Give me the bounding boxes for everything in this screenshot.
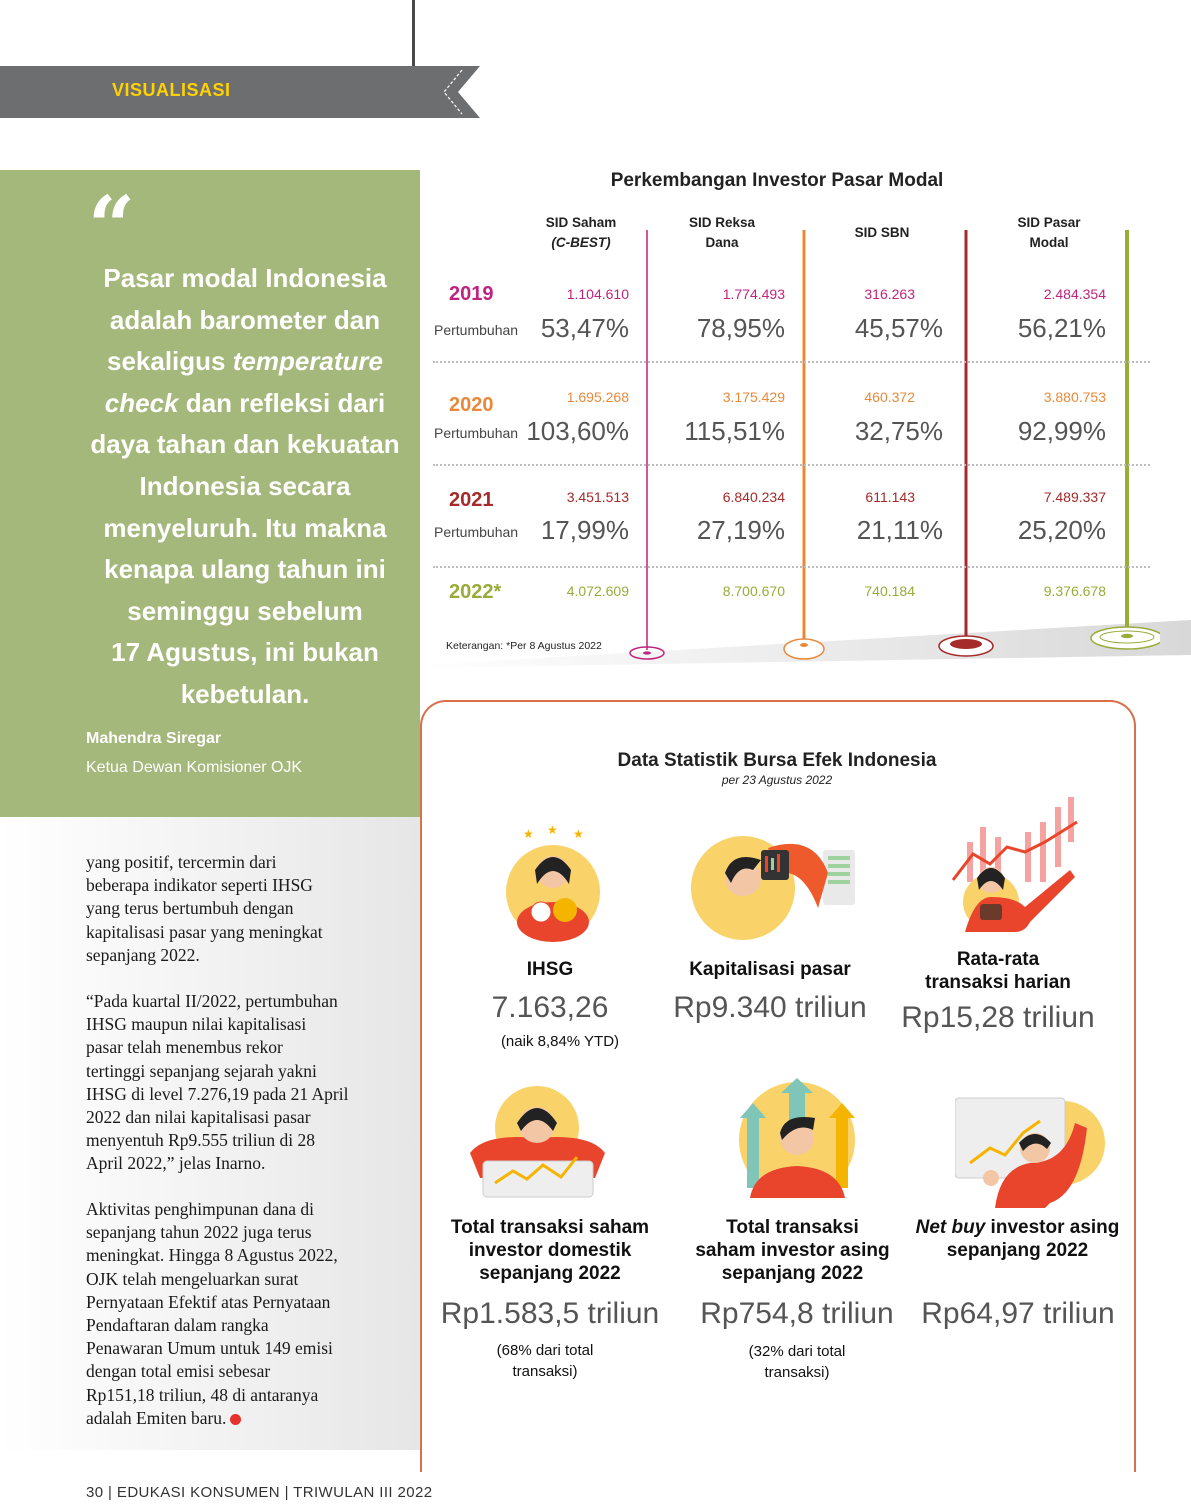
cell-value: 740.184 — [864, 583, 915, 599]
cell-value: 1.695.268 — [566, 389, 629, 405]
cell-value: 2.484.354 — [1043, 286, 1106, 302]
rata-rata-value: Rp15,28 triliun — [901, 1001, 1095, 1034]
svg-text:★: ★ — [573, 827, 584, 841]
growth-value: 53,47% — [540, 313, 629, 343]
quote-role: Ketua Dewan Komisioner OJK — [86, 759, 303, 776]
year-2020: 2020 — [449, 394, 494, 416]
cell-value: 460.372 — [864, 389, 915, 405]
rata-rata-illustration-icon — [945, 792, 1085, 937]
growth-value: 21,11% — [856, 515, 943, 545]
quote-mark-icon: “ — [88, 179, 136, 275]
body-paragraph-1: yang positif, tercermin dari beberapa indikator seperti IHSG yang terus bertumbuh dengan kapitalisasi pasar yang meningkat sepanjang 2022. — [86, 852, 323, 965]
col-head-sid-sbn: SID SBN — [854, 225, 910, 240]
asing-illustration-icon — [735, 1078, 860, 1203]
asing-note: (32% dari total transaksi) — [748, 1343, 846, 1381]
cell-value: 3.175.429 — [722, 389, 785, 405]
domestik-label: Total transaksi saham investor domestik sepanjang 2022 — [450, 1217, 650, 1284]
year-2019: 2019 — [449, 283, 494, 305]
row-divider — [433, 464, 1150, 466]
cell-value: 1.774.493 — [722, 286, 785, 302]
growth-value: 17,99% — [540, 515, 629, 545]
quote-line: kenapa ulang tahun ini — [104, 554, 386, 585]
quote-line: menyeluruh. Itu makna — [103, 512, 387, 543]
col-head-sid-reksa: SID Reksa Dana — [688, 215, 756, 250]
kapitalisasi-illustration-icon — [683, 828, 863, 943]
quote-line: Indonesia secara — [139, 470, 351, 501]
quote-line: sekaligus temperature — [106, 346, 383, 377]
body-paragraph-2: “Pada kuartal II/2022, pertumbuhan IHSG maupun nilai kapitalisasi pasar telah menembus rekor tertinggi sepanjang sejarah yakni IHSG di level 7.276,19 pada 21 April 2022 dan nilai kapitalisasi pasar menyentuh Rp9.555 triliun di 28 April 2022,” jelas Inarno. — [86, 991, 349, 1174]
rata-rata-label: Rata-rata transaksi harian — [925, 949, 1071, 993]
growth-value: 56,21% — [1017, 313, 1106, 343]
cell-value: 1.104.610 — [566, 286, 629, 302]
quote-line: 17 Agustus, ini bukan — [111, 637, 379, 668]
table-note: Keterangan: *Per 8 Agustus 2022 — [446, 640, 602, 652]
investor-chart-title: Perkembangan Investor Pasar Modal — [610, 170, 944, 191]
quote-author: Mahendra Siregar — [86, 730, 222, 747]
cell-value: 611.143 — [865, 489, 915, 505]
growth-value: 27,19% — [696, 515, 785, 545]
year-2022: 2022* — [449, 581, 502, 603]
section-label: VISUALISASI — [112, 80, 231, 100]
cell-value: 6.840.234 — [722, 489, 785, 505]
growth-value: 92,99% — [1017, 416, 1106, 446]
col-head-sid-saham: SID Saham (C-BEST) — [545, 215, 617, 250]
quote-line: check dan refleksi dari — [104, 387, 386, 418]
net-buy-illustration-icon — [955, 1093, 1105, 1208]
quote-line: seminggu sebelum — [127, 595, 363, 626]
quote-line: Pasar modal Indonesia — [103, 263, 387, 293]
growth-value: 103,60% — [526, 416, 629, 446]
domestik-note: (68% dari total transaksi) — [496, 1342, 594, 1380]
cell-value: 7.489.337 — [1043, 489, 1106, 505]
bei-subtitle: per 23 Agustus 2022 — [721, 773, 833, 787]
cell-value: 9.376.678 — [1043, 583, 1106, 599]
year-2021: 2021 — [449, 489, 494, 511]
ihsg-illustration-icon — [495, 822, 605, 942]
quote-line: adalah barometer dan — [109, 304, 381, 335]
section-banner — [0, 66, 480, 118]
asing-label: Total transaksi saham investor asing sepanjang 2022 — [695, 1217, 890, 1284]
asing-value: Rp754,8 triliun — [700, 1297, 894, 1330]
cell-value: 8.700.670 — [722, 583, 785, 599]
growth-value: 45,57% — [854, 313, 943, 343]
pull-quote — [70, 258, 420, 716]
ihsg-label: IHSG — [526, 959, 574, 980]
growth-label: Pertumbuhan — [434, 425, 519, 441]
growth-value: 25,20% — [1017, 515, 1106, 545]
kapitalisasi-label: Kapitalisasi pasar — [689, 959, 851, 980]
growth-value: 32,75% — [854, 416, 943, 446]
row-divider — [433, 566, 1150, 568]
ihsg-value: 7.163,26 — [491, 991, 609, 1024]
growth-label: Pertumbuhan — [434, 524, 519, 540]
net-buy-label: Net buy investor asing sepanjang 2022 — [915, 1217, 1120, 1261]
growth-value: 115,51% — [684, 416, 785, 446]
growth-value: 78,95% — [696, 313, 785, 343]
svg-text:★: ★ — [547, 823, 558, 837]
quote-line: daya tahan dan kekuatan — [90, 429, 400, 460]
net-buy-value: Rp64,97 triliun — [921, 1297, 1115, 1330]
cell-value: 316.263 — [864, 286, 915, 302]
top-vertical-line — [412, 0, 415, 68]
kapitalisasi-value: Rp9.340 triliun — [673, 991, 867, 1024]
domestik-illustration-icon — [465, 1083, 610, 1203]
ihsg-note: (naik 8,84% YTD) — [500, 1033, 620, 1050]
row-divider — [433, 361, 1150, 363]
cell-value: 3.880.753 — [1043, 389, 1106, 405]
svg-text:★: ★ — [523, 827, 534, 841]
page-footer: 30 | EDUKASI KONSUMEN | TRIWULAN III 2022 — [86, 1484, 433, 1501]
growth-label: Pertumbuhan — [434, 322, 519, 338]
cell-value: 3.451.513 — [566, 489, 629, 505]
col-head-sid-pasar: SID Pasar Modal — [1017, 215, 1081, 250]
domestik-value: Rp1.583,5 triliun — [440, 1297, 660, 1330]
end-mark-icon — [230, 1414, 241, 1425]
bei-title: Data Statistik Bursa Efek Indonesia — [617, 750, 937, 771]
cell-value: 4.072.609 — [566, 583, 629, 599]
body-paragraph-3: Aktivitas penghimpunan dana di sepanjang tahun 2022 juga terus meningkat. Hingga 8 Agustus 2022, OJK telah mengeluarkan surat Pernyataan Efektif atas Pernyataan Pendaftaran dalam rangka Penawaran Umum untuk 149 emisi dengan total emisi sebesar Rp151,18 triliun, 48 di antaranya adalah Emiten baru. — [86, 1199, 338, 1428]
quote-line: kebetulan. — [180, 678, 310, 709]
